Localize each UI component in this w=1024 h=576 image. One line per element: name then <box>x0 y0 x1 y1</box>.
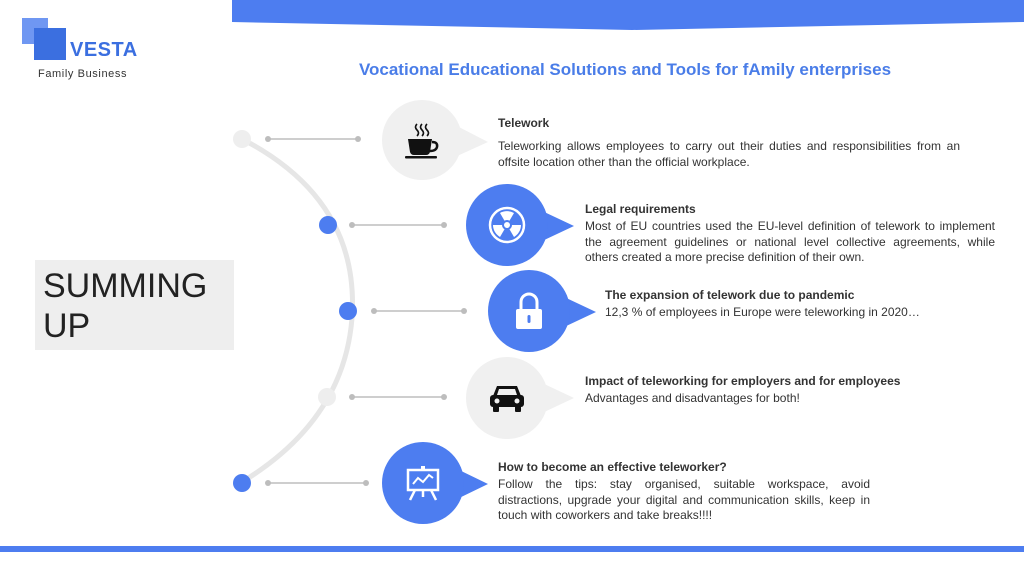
item-4-text: Advantages and disadvantages for both! <box>585 391 800 405</box>
timeline-dot-4 <box>318 388 336 406</box>
item-2-circle <box>466 184 548 266</box>
item-1-title: Telework <box>498 116 550 130</box>
item-4-circle <box>466 357 548 439</box>
timeline-dot-2 <box>319 216 337 234</box>
item-4-title: Impact of teleworking for employers and for employees <box>585 374 901 388</box>
coffee-cup-icon <box>402 120 442 160</box>
connector-1 <box>265 136 361 142</box>
car-icon <box>487 380 527 416</box>
logo-name: VESTA <box>70 39 138 61</box>
connector-5 <box>265 480 369 486</box>
page-title: Vocational Educational Solutions and Tools for fAmily enterprises <box>358 60 892 79</box>
radiation-icon <box>487 205 527 245</box>
logo-subtitle: Family Business <box>38 68 128 80</box>
item-3-title: The expansion of telework due to pandemic <box>605 288 855 302</box>
item-5-text: Follow the tips: stay organised, suitable workspace, avoid distractions, upgrade your digital and communication skills, keep in touch with coworkers and take breaks!!!! <box>498 477 870 522</box>
connector-3 <box>371 308 467 314</box>
timeline-arc <box>242 139 353 482</box>
timeline-dot-5 <box>233 474 251 492</box>
connector-2 <box>349 222 447 228</box>
timeline-dot-3 <box>339 302 357 320</box>
item-2-title: Legal requirements <box>585 202 696 216</box>
connector-4 <box>349 394 447 400</box>
item-5-circle <box>382 442 464 524</box>
summing-up-heading: SUMMING UP <box>43 267 208 345</box>
item-1-circle <box>382 100 462 180</box>
item-2-text: Most of EU countries used the EU-level definition of telework to implement the agreement guidelines or national level collective agreements, while others created a more precise definition of their own. <box>585 219 995 264</box>
timeline-dot-1 <box>233 130 251 148</box>
presentation-board-icon <box>405 465 441 501</box>
item-5-title: How to become an effective teleworker? <box>498 460 727 474</box>
item-3-circle <box>488 270 570 352</box>
padlock-icon <box>512 291 546 331</box>
item-1-text: Teleworking allows employees to carry out their duties and responsibilities from an offsite location other than the official workplace. <box>498 139 960 169</box>
bottom-decorative-band <box>0 546 1024 552</box>
item-3-text: 12,3 % of employees in Europe were teleworking in 2020… <box>605 305 920 319</box>
